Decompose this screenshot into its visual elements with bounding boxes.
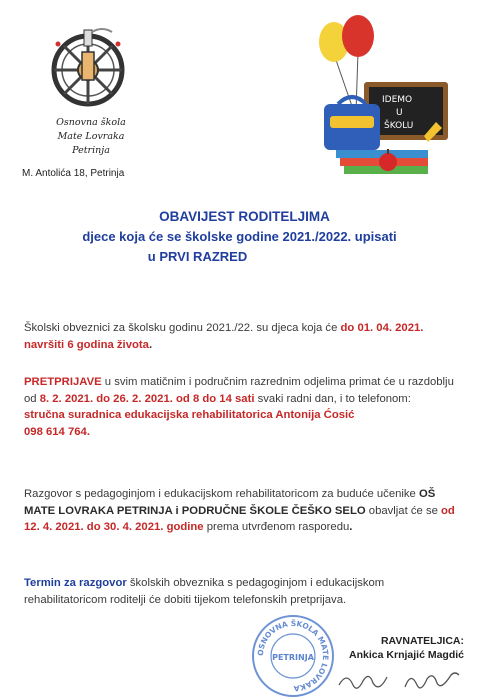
school-caption-line: Petrinja (72, 145, 110, 156)
handwritten-signature (335, 665, 465, 695)
appointment-text: školskih obveznika s pedagoginjom i edukacijskom rehabilitatoricom roditelji će dobiti tijekom telefonskih pretprijava. (24, 577, 385, 606)
preregistration-paragraph (24, 374, 456, 440)
stamp-ring-text: OSNOVNA ŠKOLA MATE LOVRAKA (255, 618, 331, 694)
principal-name: Ankica Krnjajić Magdić (349, 649, 464, 661)
interview-period: od 12. 4. 2021. do 30. 4. 2021. godine (24, 504, 455, 533)
contact-name: stručna suradnica edukacijska rehabilitatorica Antonija Ćosić (24, 409, 355, 421)
contact-phone: 098 614 764. (24, 425, 90, 438)
clipart-board-line: U (396, 108, 403, 118)
interview-text: Razgovor s pedagoginjom i edukacijskom rehabilitatoricom za buduće učenike (24, 488, 419, 500)
interview-text-end: prema utvrđenom rasporedu (203, 521, 350, 533)
school-logo (44, 22, 132, 110)
preregistration-keyword: PRETPRIJAVE (24, 376, 102, 388)
interview-text-mid: obavljat će se (365, 504, 442, 517)
stamp-center-text: PETRINJA (272, 653, 314, 662)
notice-title-line2: djece koja će se školske godine 2021./2022. upisati (82, 229, 397, 244)
school-caption-line: Osnovna škola (56, 117, 126, 128)
eligibility-date: do 01. 04. 2021. navršiti 6 godina života (24, 322, 424, 351)
appointment-keyword: Termin za razgovor (24, 577, 127, 589)
notice-title-line3: u PRVI RAZRED (147, 249, 248, 264)
notice-title-line1: OBAVIJEST RODITELJIMA (159, 209, 330, 224)
principal-role: RAVNATELJICA: (380, 635, 464, 647)
eligibility-paragraph (24, 320, 456, 353)
school-caption-line: Mate Lovraka (57, 131, 125, 142)
eligibility-text: Školski obveznici za školsku godinu 2021./22. su djeca koja će (24, 322, 341, 334)
appointment-paragraph (24, 575, 456, 608)
interview-period-end: . (349, 521, 353, 533)
preregistration-text-end: svaki radni dan, i to telefonom: (254, 392, 411, 405)
clipart-board-line: ŠKOLU (384, 121, 414, 131)
interview-paragraph (24, 486, 456, 536)
back-to-school-clipart (296, 12, 454, 180)
principal-signoff (300, 634, 464, 662)
eligibility-end: . (148, 338, 153, 351)
school-address: M. Antolića 18, Petrinja (22, 168, 125, 179)
notice-title (0, 209, 479, 264)
clipart-board-line: IDEMO (382, 95, 413, 105)
school-caption (36, 116, 146, 158)
preregistration-text: u svim matičnim i područnim razrednim odjelima primat će u razdoblju od (24, 376, 454, 405)
interview-schools: OŠ MATE LOVRAKA PETRINJA i PODRUČNE ŠKOLE ČEŠKO SELO (24, 488, 436, 517)
preregistration-period: 8. 2. 2021. do 26. 2. 2021. od 8 do 14 sati (39, 392, 255, 405)
